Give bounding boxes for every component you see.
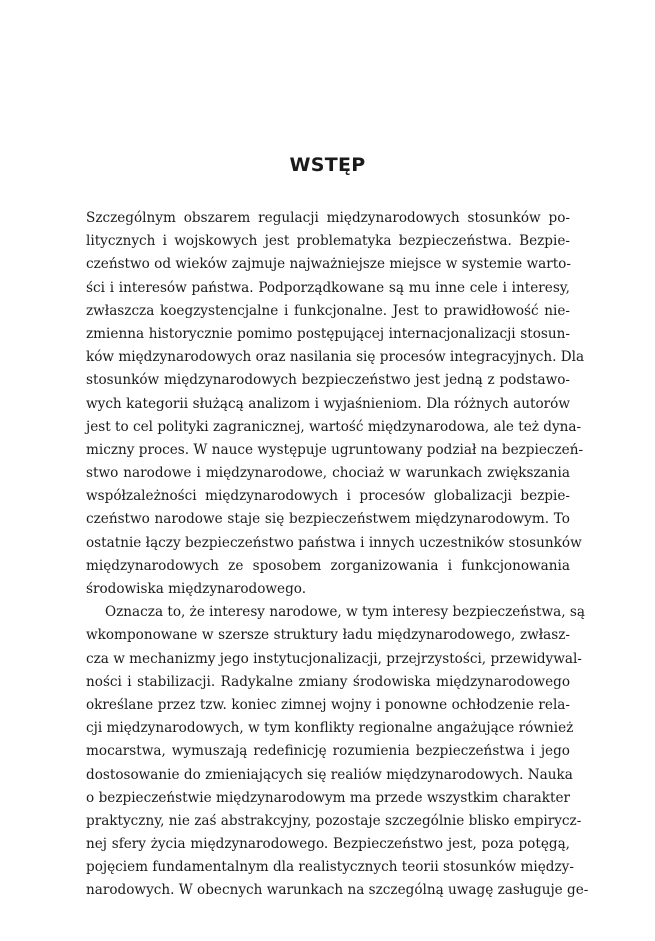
text-line: nej sfery życia międzynarodowego. Bezpieczeństwo jest, poza potęgą, [86,836,570,853]
text-line: czeństwo od wieków zajmuje najważniejsze miejsce w systemie warto- [86,256,571,273]
text-line: ków międzynarodowych oraz nasilania się procesów integracyjnych. Dla [86,349,585,366]
text-line: środowiska międzynarodowego. [86,581,307,597]
paragraph-2 [86,601,589,902]
text-line: międzynarodowych ze sposobem zorganizowania i funkcjonowania [86,557,570,574]
body-text [86,207,589,903]
text-line: Oznacza to, że interesy narodowe, w tym interesy bezpieczeństwa, są [105,604,585,621]
chapter-heading: WSTĘP [289,154,366,176]
text-line: mocarstwa, wymuszają redefinicję rozumienia bezpieczeństwa i jego [86,743,570,760]
text-line: dostosowanie do zmieniających się realiów międzynarodowych. Nauka [86,766,573,783]
text-line: stwo narodowe i międzynarodowe, chociaż w warunkach zwiększania [86,465,570,482]
text-line: wych kategorii służącą analizom i wyjaśnieniom. Dla różnych autorów [86,395,570,412]
text-line: pojęciem fundamentalnym dla realistycznych teorii stosunków między- [86,859,574,876]
text-line: jest to cel polityki zagranicznej, wartość międzynarodowa, ale też dyna- [86,418,582,435]
text-line: cza w mechanizmy jego instytucjonalizacji, przejrzystości, przewidywal- [86,650,582,667]
text-line: praktyczny, nie zaś abstrakcyjny, pozostaje szczególnie blisko empirycz- [86,812,582,829]
text-line: narodowych. W obecnych warunkach na szczególną uwagę zasługuje ge- [86,882,589,899]
text-line: stosunków międzynarodowych bezpieczeństwo jest jedną z podstawo- [86,372,570,389]
text-line: zwłaszcza koegzystencjalne i funkcjonalne. Jest to prawidłowość nie- [86,302,570,319]
text-line: ostatnie łączy bezpieczeństwo państwa i innych uczestników stosunków [86,534,582,551]
text-line: Szczególnym obszarem regulacji międzynarodowych stosunków po- [86,210,570,226]
text-line: współzależności międzynarodowych i procesów globalizacji bezpie- [86,488,570,505]
text-line: wkomponowane w szersze struktury ładu międzynarodowego, zwłasz- [86,627,570,644]
text-line: ści i interesów państwa. Podporządkowane są mu inne cele i interesy, [86,279,570,296]
text-line: cji międzynarodowych, w tym konflikty regionalne angażujące również [86,720,574,737]
text-line: o bezpieczeństwie międzynarodowym ma przede wszystkim charakter [86,789,570,806]
text-line: określane przez tzw. koniec zimnej wojny i ponowne ochłodzenie rela- [86,696,570,713]
text-line: zmienna historycznie pomimo postępującej internacjonalizacji stosun- [86,325,570,342]
text-line: czeństwo narodowe staje się bezpieczeństwem międzynarodowym. To [86,511,570,528]
text-line: ności i stabilizacji. Radykalne zmiany środowiska międzynarodowego [86,673,570,690]
text-line: litycznych i wojskowych jest problematyka bezpieczeństwa. Bezpie- [86,233,570,250]
text-line: miczny proces. W nauce występuje ugruntowany podział na bezpieczeń- [86,441,584,458]
paragraph-1 [86,207,585,601]
